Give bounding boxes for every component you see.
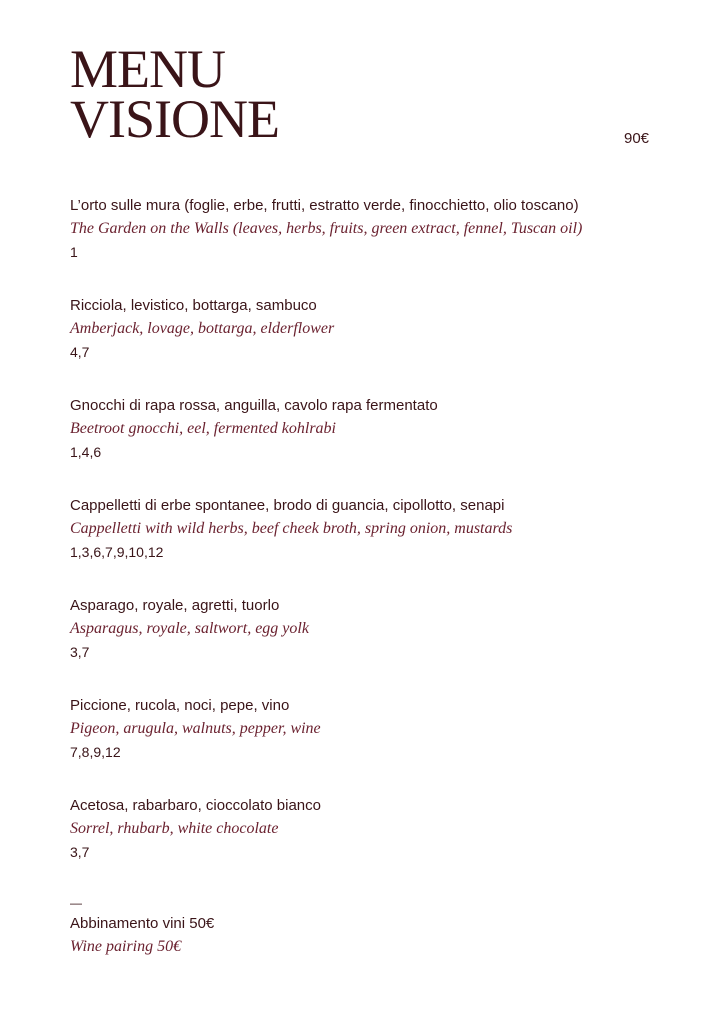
course-italian-name: Ricciola, levistico, bottarga, sambuco [70, 297, 317, 314]
wine-pairing [70, 893, 214, 959]
course-italian-name: Cappelletti di erbe spontanee, brodo di guancia, cipollotto, senapi [70, 497, 505, 514]
course-allergens: 3,7 [70, 844, 90, 860]
course-english-name: Amberjack, lovage, bottarga, elderflower [70, 320, 335, 337]
course-allergens: 1,4,6 [70, 444, 102, 460]
course-list [70, 195, 710, 895]
course-item [70, 595, 710, 695]
course-english-name: Cappelletti with wild herbs, beef cheek broth, spring onion, mustards [70, 520, 513, 537]
course-item [70, 395, 710, 495]
course-italian-name: L’orto sulle mura (foglie, erbe, frutti, estratto verde, finocchietto, olio toscano) [70, 197, 579, 214]
menu-title-line1: MENU [70, 39, 225, 99]
course-item [70, 295, 710, 395]
course-item [70, 695, 710, 795]
course-item [70, 795, 710, 895]
course-italian-name: Asparago, royale, agretti, tuorlo [70, 597, 280, 614]
course-item [70, 195, 710, 295]
course-allergens: 4,7 [70, 344, 90, 360]
course-italian-name: Acetosa, rabarbaro, cioccolato bianco [70, 797, 321, 814]
course-english-name: The Garden on the Walls (leaves, herbs, fruits, green extract, fennel, Tuscan oil) [70, 220, 583, 237]
course-allergens: 3,7 [70, 644, 90, 660]
menu-price: 90€ [624, 130, 650, 147]
course-english-name: Pigeon, arugula, walnuts, pepper, wine [70, 720, 321, 737]
course-item [70, 495, 710, 595]
menu-title [70, 39, 279, 149]
course-allergens: 1 [70, 244, 78, 260]
course-allergens: 7,8,9,12 [70, 744, 121, 760]
pairing-italian-label: Abbinamento vini 50€ [70, 915, 215, 932]
course-italian-name: Piccione, rucola, noci, pepe, vino [70, 697, 290, 714]
course-english-name: Asparagus, royale, saltwort, egg yolk [70, 620, 309, 637]
pairing-english-label: Wine pairing 50€ [70, 938, 182, 955]
course-italian-name: Gnocchi di rapa rossa, anguilla, cavolo rapa fermentato [70, 397, 438, 414]
menu-title-line2: VISIONE [70, 89, 279, 149]
course-english-name: Beetroot gnocchi, eel, fermented kohlrabi [70, 420, 336, 437]
course-english-name: Sorrel, rhubarb, white chocolate [70, 820, 279, 837]
course-allergens: 1,3,6,7,9,10,12 [70, 544, 164, 560]
pairing-divider-dash: — [70, 896, 82, 910]
